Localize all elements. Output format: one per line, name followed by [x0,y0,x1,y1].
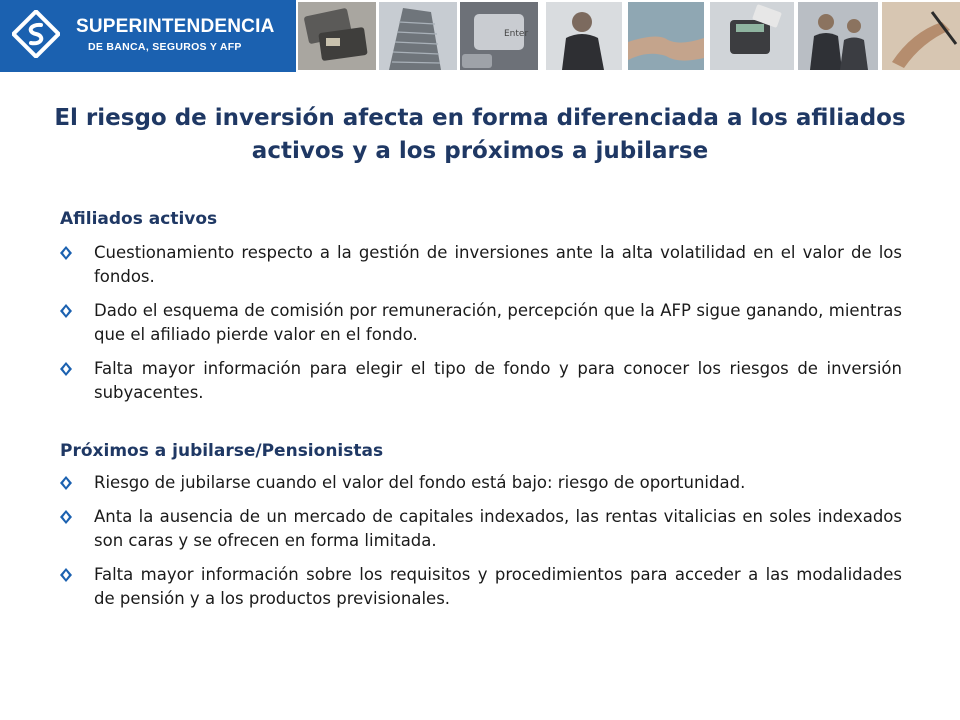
bullet-list-afiliados-activos [60,241,902,405]
list-item [60,505,902,553]
diamond-bullet-icon [60,362,72,376]
photo-credit-cards [298,2,376,70]
bullet-list-proximos-a-jubilarse [60,471,902,611]
photo-business-people [798,2,878,70]
list-item [60,299,902,347]
logo-name: SUPERINTENDENCIA [76,16,275,37]
list-item-text: Falta mayor información para elegir el tipo de fondo y para conocer los riesgos de inversión subyacentes. [94,359,902,402]
list-item [60,241,902,289]
logo-subtitle: DE BANCA, SEGUROS Y AFP [88,41,242,53]
list-item [60,357,902,405]
header-banner [0,0,960,72]
photo-businessman [546,2,622,70]
svg-text:Enter: Enter [504,29,529,39]
list-item-text: Anta la ausencia de un mercado de capitales indexados, las rentas vitalicias en soles indexados son caras y se ofrecen en forma limitada. [94,507,902,550]
photo-writing-hand [882,2,960,70]
diamond-bullet-icon [60,510,72,524]
list-item-text: Dado el esquema de comisión por remuneración, percepción que la AFP sigue ganando, mientras que el afiliado pierde valor en el fondo. [94,301,902,344]
list-item-text: Riesgo de jubilarse cuando el valor del fondo está bajo: riesgo de oportunidad. [94,473,746,492]
photo-card-terminal [710,2,794,70]
slide-title: El riesgo de inversión afecta en forma diferenciada a los afiliados activos y a los próximos a jubilarse [54,105,906,164]
list-item-text: Cuestionamiento respecto a la gestión de inversiones ante la alta volatilidad en el valor de los fondos. [94,243,902,286]
sbs-logo[interactable] [0,0,296,72]
diamond-bullet-icon [60,568,72,582]
photo-building [379,2,457,70]
photo-keyboard-enter [460,2,538,70]
photo-handshake [628,2,704,70]
list-item [60,563,902,611]
list-item [60,471,902,495]
list-item-text: Falta mayor información sobre los requisitos y procedimientos para acceder a las modalidades de pensión y a los productos previsionales. [94,565,902,608]
diamond-bullet-icon [60,246,72,260]
section-heading-afiliados-activos: Afiliados activos [60,209,218,229]
diamond-bullet-icon [60,476,72,490]
diamond-bullet-icon [60,304,72,318]
section-heading-proximos-a-jubilarse: Próximos a jubilarse/Pensionistas [60,441,384,461]
logo-diamond-icon [12,10,60,58]
